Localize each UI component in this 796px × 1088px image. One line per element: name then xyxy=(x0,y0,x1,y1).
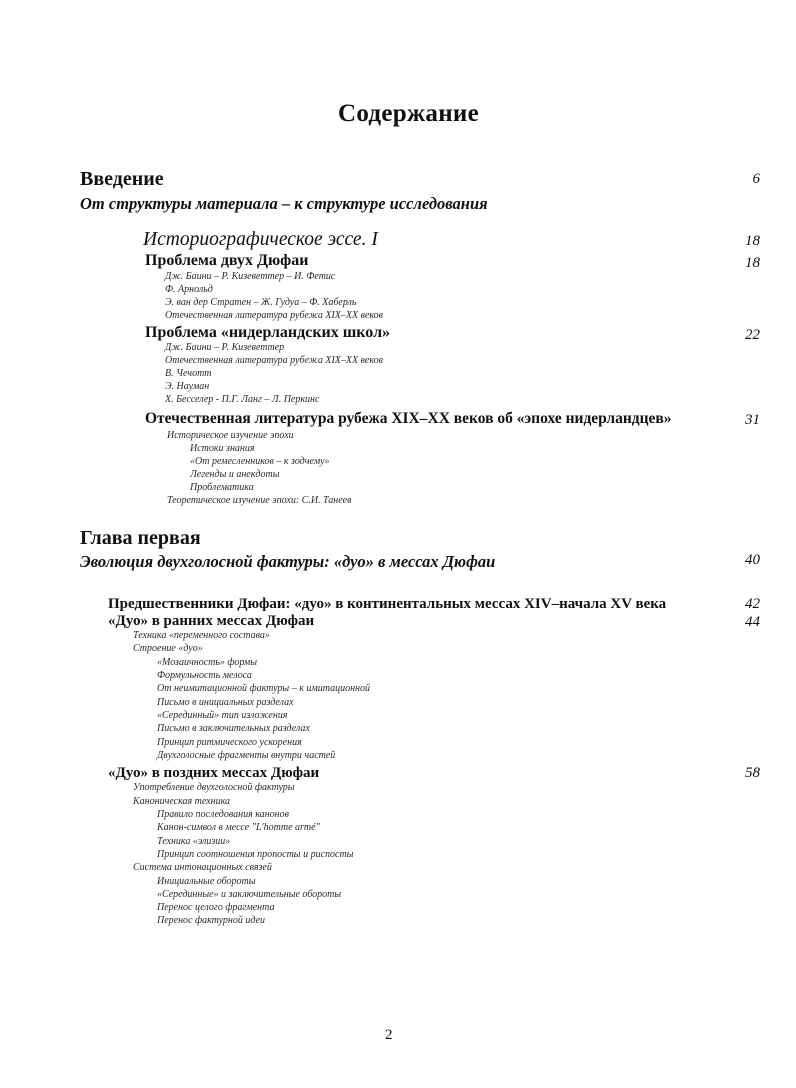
toc-subitem: «От ремесленников – к зодчему» xyxy=(190,456,330,467)
toc-subitem: Теоретическое изучение эпохи: С.И. Танеев xyxy=(167,495,352,506)
toc-subitem: Дж. Баини – Р. Кизеветтер – И. Фетис xyxy=(165,271,336,282)
toc-subitem: В. Чечотт xyxy=(165,368,212,379)
toc-subitem: Принцип соотношения пропосты и риспосты xyxy=(157,849,354,860)
toc-subitem: Инициальные обороты xyxy=(157,876,256,887)
toc-subitem: Употребление двухголосной фактуры xyxy=(133,782,295,793)
russian-lit-page: 31 xyxy=(745,412,760,428)
early-masses-page: 44 xyxy=(745,614,760,630)
predecessors-title: Предшественники Дюфаи: «дуо» в континентальных мессах XIV–начала XV века xyxy=(108,596,667,612)
toc-subitem: Легенды и анекдоты xyxy=(190,469,280,480)
late-masses-title: «Дуо» в поздних мессах Дюфаи xyxy=(108,765,320,781)
dufay-problem-page: 18 xyxy=(745,255,760,271)
toc-subitem: Письмо в заключительных разделах xyxy=(157,723,310,734)
toc-subitem: Двухголосные фрагменты внутри частей xyxy=(157,750,336,761)
chapter1-heading: Глава первая xyxy=(80,527,201,549)
chapter1-subtitle: Эволюция двухголосной фактуры: «дуо» в мессах Дюфаи xyxy=(80,552,496,571)
toc-subitem: «Мозаичность» формы xyxy=(157,657,258,668)
hist-essay-page: 18 xyxy=(745,233,760,249)
russian-lit-title: Отечественная литература рубежа XIX–XX веков об «эпохе нидерландцев» xyxy=(145,410,672,427)
toc-subitem: Э. ван дер Стратен – Ж. Гудуа – Ф. Хаберль xyxy=(165,297,357,308)
toc-subitem: Ф. Арнольд xyxy=(165,284,213,295)
toc-subitem: Письмо в инициальных разделах xyxy=(157,697,294,708)
toc-subitem: Отечественная литература рубежа XIX–XX веков xyxy=(165,310,384,321)
dufay-problem-title: Проблема двух Дюфаи xyxy=(145,252,309,269)
intro-page: 6 xyxy=(752,171,760,187)
toc-subitem: «Серединный» тип изложения xyxy=(157,710,288,721)
toc-subitem: Формульность мелоса xyxy=(157,670,252,681)
early-masses-title: «Дуо» в ранних мессах Дюфаи xyxy=(108,613,315,629)
late-masses-page: 58 xyxy=(745,765,760,781)
toc-subitem: Дж. Баини – Р. Кизеветтер xyxy=(165,342,285,353)
toc-subitem: Э. Науман xyxy=(165,381,210,392)
toc-subitem: От неимитационной фактуры – к имитационной xyxy=(157,683,371,694)
chapter1-page: 40 xyxy=(745,552,760,568)
toc-subitem: Х. Бесселер - П.Г. Ланг – Л. Перкинс xyxy=(165,394,320,405)
toc-subitem: Проблематика xyxy=(190,482,254,493)
schools-problem-page: 22 xyxy=(745,327,760,343)
toc-subitem: Историческое изучение эпохи xyxy=(167,430,294,441)
toc-subitem: Перенос фактурной идеи xyxy=(157,915,266,926)
toc-subitem: Принцип ритмического ускорения xyxy=(157,737,302,748)
toc-subitem: Каноническая техника xyxy=(133,796,231,807)
hist-essay-title: Историографическое эссе. I xyxy=(143,229,378,250)
toc-subitem: Правило последования канонов xyxy=(157,809,289,820)
toc-subitem: Система интонационных связей xyxy=(133,862,272,873)
toc-subitem: Техника «элизии» xyxy=(157,836,231,847)
schools-problem-title: Проблема «нидерландских школ» xyxy=(145,324,391,341)
toc-subitem: Перенос целого фрагмента xyxy=(157,902,275,913)
toc-subitem: Канон-символ в мессе "L'homme armé" xyxy=(157,822,320,833)
toc-subitem: Техника «переменного состава» xyxy=(133,630,270,641)
toc-subitem: Истоки знания xyxy=(190,443,255,454)
intro-heading: Введение xyxy=(80,168,164,190)
toc-subitem: Отечественная литература рубежа XIX–XX веков xyxy=(165,355,384,366)
page-number: 2 xyxy=(385,1027,393,1043)
predecessors-page: 42 xyxy=(745,596,760,612)
toc-subitem: «Серединные» и заключительные обороты xyxy=(157,889,342,900)
intro-subtitle: От структуры материала – к структуре исследования xyxy=(80,194,488,213)
page-title: Содержание xyxy=(338,100,480,127)
toc-subitem: Строение «дуо» xyxy=(133,643,203,654)
